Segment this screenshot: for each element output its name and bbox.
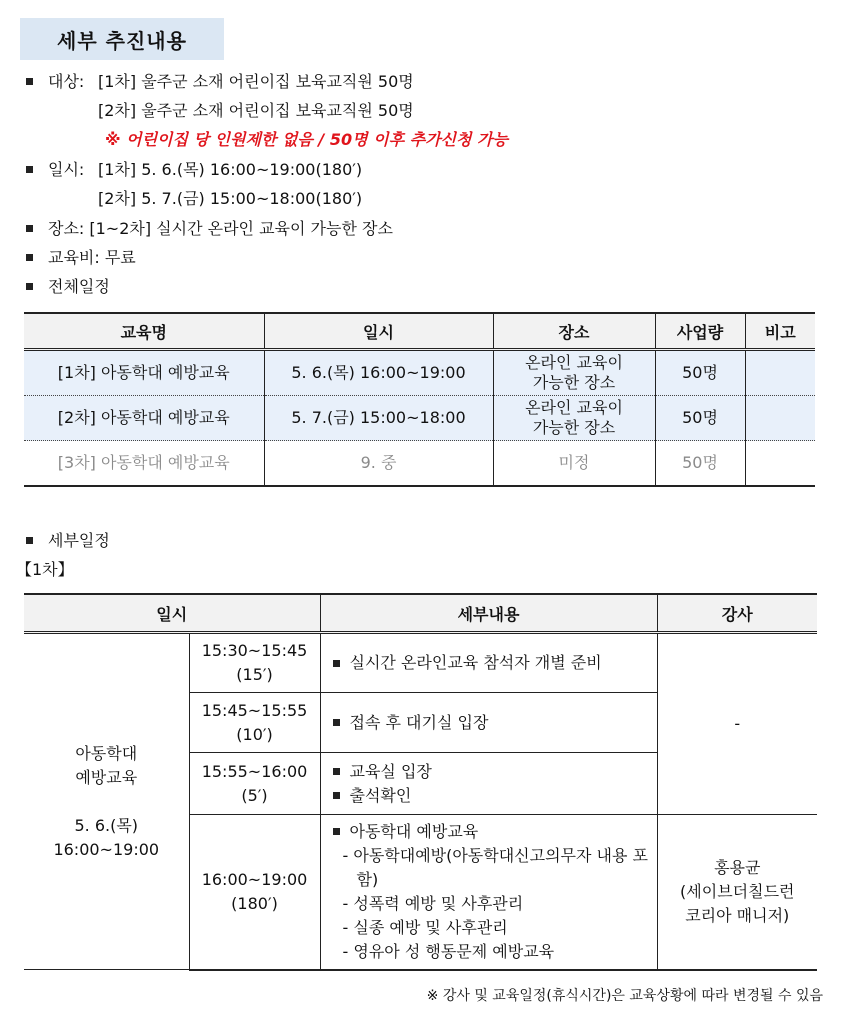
- session-name: 아동학대: [75, 743, 138, 763]
- datetime-label: 일시:: [48, 160, 85, 179]
- target-line-1: [1차] 울주군 소재 어린이집 보육교직원 50명: [98, 72, 414, 91]
- footnote: ※ 강사 및 교육일정(휴식시간)은 교육상황에 따라 변경될 수 있음: [426, 988, 823, 1004]
- slot-time: 15:45~15:55: [201, 700, 308, 720]
- instructor-cell: -: [657, 633, 817, 815]
- slot-time: 16:00~19:00: [201, 869, 308, 889]
- content-cell: [320, 753, 657, 815]
- target-label: 대상:: [48, 72, 85, 91]
- session-date: 5. 6.(목): [74, 815, 139, 835]
- slot-time-cell: [189, 633, 320, 693]
- fee-line: 교육비: 무료: [48, 248, 136, 267]
- slot-duration: (15′): [236, 665, 273, 684]
- header-cell: 세부내용: [320, 594, 657, 633]
- header-cell: 일시: [24, 594, 320, 633]
- instructor-cell: [657, 815, 817, 970]
- bullet-icon: [333, 719, 340, 726]
- bullet-icon: [333, 660, 340, 667]
- section-title: 세부 추진내용: [20, 18, 224, 60]
- course-capacity: 50명: [655, 350, 745, 396]
- bullet-icon: [26, 254, 33, 261]
- content-item: 교육실 입장: [349, 761, 432, 781]
- content-subitem: - 영유아 성 행동문제 예방교육: [342, 941, 555, 961]
- bullet-icon: [26, 537, 33, 544]
- instructor-org: (세이브더칠드런: [680, 881, 795, 901]
- target-line-2: [2차] 울주군 소재 어린이집 보육교직원 50명: [98, 101, 414, 120]
- bullet-icon: [333, 828, 340, 835]
- course-date: 5. 7.(금) 15:00~18:00: [264, 396, 493, 441]
- bullet-icon: [26, 166, 33, 173]
- table-row: [24, 350, 815, 396]
- slot-time: 15:30~15:45: [201, 641, 308, 660]
- slot-duration: (10′): [236, 724, 273, 744]
- overall-label: 전체일정: [48, 277, 110, 296]
- course-capacity: 50명: [655, 441, 745, 487]
- bullet-icon: [26, 225, 33, 232]
- header-cell: 사업량: [655, 313, 745, 350]
- course-place: 온라인 교육이 가능한 장소: [493, 396, 655, 441]
- datetime-line-1: [1차] 5. 6.(목) 16:00~19:00(180′): [98, 160, 363, 179]
- header-cell: 비고: [745, 313, 815, 350]
- instructor-org: 코리아 매니저): [685, 905, 790, 925]
- course-remark: [745, 441, 815, 487]
- content-item: 접속 후 대기실 입장: [349, 712, 489, 732]
- course-place: 온라인 교육이 가능한 장소: [493, 350, 655, 396]
- header-cell: 교육명: [24, 313, 264, 350]
- course-date: 9. 중: [264, 441, 493, 487]
- content-subitem: - 아동학대예방(아동학대신고의무자 내용 포함): [342, 845, 648, 889]
- table-row: [24, 396, 815, 441]
- slot-time-cell: [189, 753, 320, 815]
- course-capacity: 50명: [655, 396, 745, 441]
- header-cell: 일시: [264, 313, 493, 350]
- detail-label: 세부일정: [48, 531, 110, 550]
- slot-time-cell: [189, 815, 320, 970]
- course-name: [1차] 아동학대 예방교육: [24, 350, 264, 396]
- course-name: [2차] 아동학대 예방교육: [24, 396, 264, 441]
- session-name: 예방교육: [75, 767, 138, 787]
- header-cell: 장소: [493, 313, 655, 350]
- content-cell: [320, 815, 657, 970]
- course-place: 미정: [493, 441, 655, 487]
- course-date: 5. 6.(목) 16:00~19:00: [264, 350, 493, 396]
- slot-time-cell: [189, 693, 320, 753]
- slot-duration: (180′): [231, 893, 278, 913]
- session-cell: [24, 633, 189, 970]
- bullet-icon: [26, 78, 33, 85]
- content-item: 아동학대 예방교육: [349, 821, 479, 841]
- overall-schedule-table: [24, 312, 815, 487]
- table-row: [24, 441, 815, 487]
- detail-schedule-table: [24, 593, 817, 971]
- course-remark: [745, 396, 815, 441]
- bullet-icon: [333, 792, 340, 799]
- bullet-icon: [26, 283, 33, 290]
- session-time: 16:00~19:00: [53, 839, 160, 859]
- target-note: ※ 어린이집 당 인원제한 없음 / 50명 이후 추가신청 가능: [105, 130, 508, 149]
- slot-time: 15:55~16:00: [201, 761, 308, 781]
- content-item: 출석확인: [349, 785, 412, 805]
- place-line: 장소: [1~2차] 실시간 온라인 교육이 가능한 장소: [48, 219, 393, 238]
- content-subitem: - 성폭력 예방 및 사후관리: [342, 893, 524, 913]
- bullet-icon: [333, 768, 340, 775]
- datetime-line-2: [2차] 5. 7.(금) 15:00~18:00(180′): [98, 189, 363, 208]
- course-remark: [745, 350, 815, 396]
- content-item: 실시간 온라인교육 참석자 개별 준비: [349, 653, 602, 672]
- content-cell: [320, 693, 657, 753]
- header-cell: 강사: [657, 594, 817, 633]
- table-row: [24, 633, 817, 693]
- session-label: 【1차】: [16, 560, 74, 579]
- course-name: [3차] 아동학대 예방교육: [24, 441, 264, 487]
- instructor-name: 홍용균: [714, 857, 761, 877]
- content-cell: [320, 633, 657, 693]
- content-subitem: - 실종 예방 및 사후관리: [342, 917, 508, 937]
- slot-duration: (5′): [241, 785, 268, 805]
